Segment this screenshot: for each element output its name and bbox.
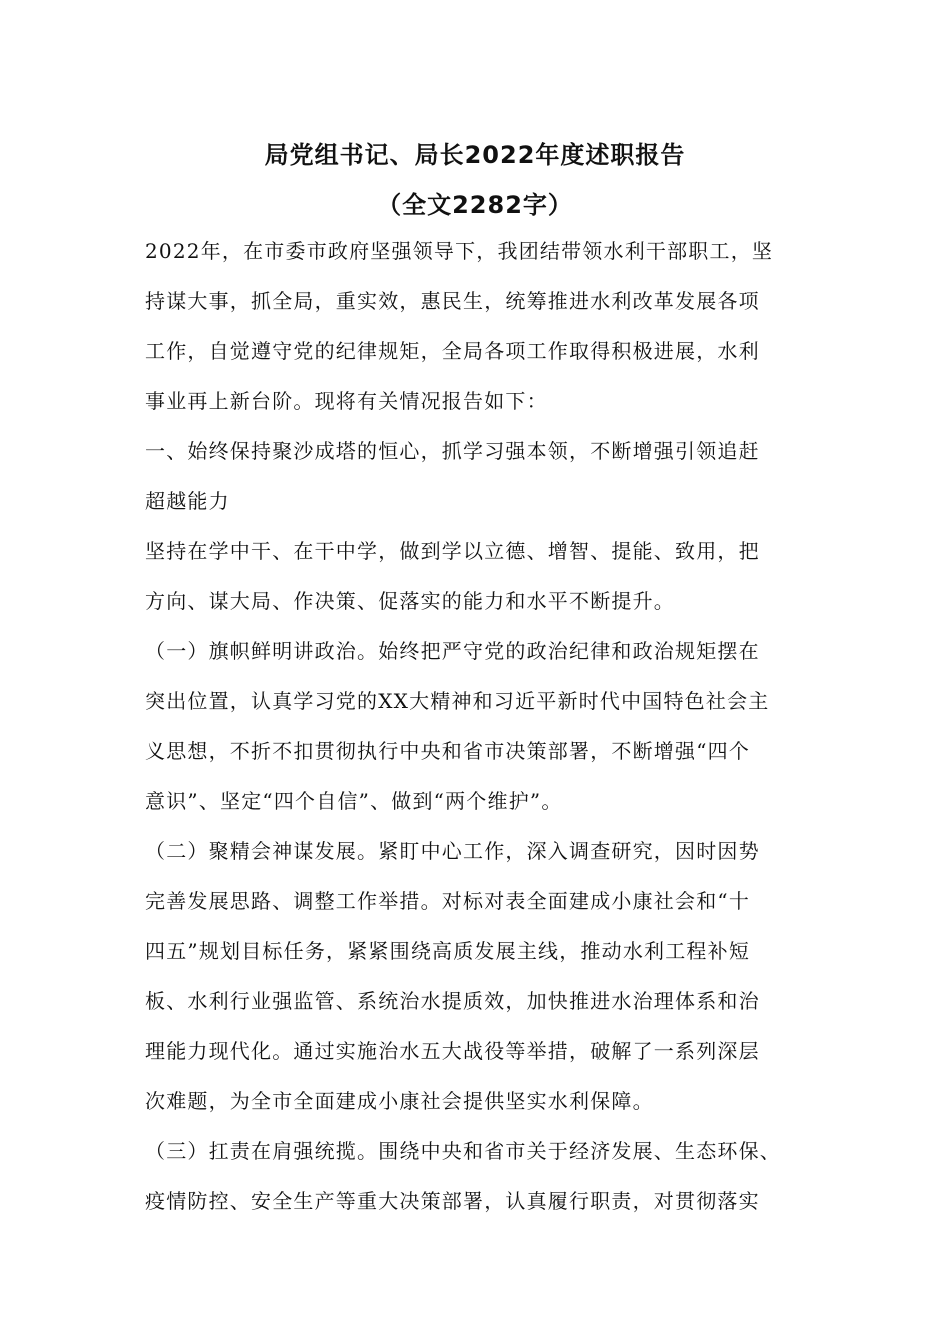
body-line: 四五”规划目标任务，紧紧围绕高质发展主线，推动水利工程补短 bbox=[145, 939, 751, 963]
section-heading-line: 超越能力 bbox=[145, 489, 230, 513]
body-line: （一）旗帜鲜明讲政治。始终把严守党的政治纪律和政治规矩摆在 bbox=[145, 639, 760, 663]
body-line: 工作，自觉遵守党的纪律规矩，全局各项工作取得积极进展，水利 bbox=[145, 339, 760, 363]
body-line: 方向、谋大局、作决策、促落实的能力和水平不断提升。 bbox=[145, 589, 675, 613]
body-line: 坚持在学中干、在干中学，做到学以立德、增智、提能、致用，把 bbox=[145, 539, 760, 563]
body-line: 完善发展思路、调整工作举措。对标对表全面建成小康社会和“十 bbox=[145, 889, 751, 913]
body-line: 义思想，不折不扣贯彻执行中央和省市决策部署，不断增强“四个 bbox=[145, 739, 751, 763]
document-title: 局党组书记、局长2022年度述职报告 bbox=[264, 141, 686, 169]
body-line: 疫情防控、安全生产等重大决策部署，认真履行职责，对贯彻落实 bbox=[145, 1189, 760, 1213]
body-line: 板、水利行业强监管、系统治水提质效，加快推进水治理体系和治 bbox=[145, 989, 760, 1013]
body-line: 次难题，为全市全面建成小康社会提供坚实水利保障。 bbox=[145, 1089, 654, 1113]
body-line: 事业再上新台阶。现将有关情况报告如下： bbox=[145, 389, 548, 413]
body-line: （三）扛责在肩强统揽。围绕中央和省市关于经济发展、生态环保、 bbox=[145, 1139, 781, 1163]
body-line: 2022年，在市委市政府坚强领导下，我团结带领水利干部职工，坚 bbox=[145, 239, 774, 263]
body-line: 突出位置，认真学习党的XX大精神和习近平新时代中国特色社会主 bbox=[145, 689, 770, 713]
document-body bbox=[145, 226, 835, 1226]
body-line: 理能力现代化。通过实施治水五大战役等举措，破解了一系列深层 bbox=[145, 1039, 760, 1063]
body-line: 持谋大事，抓全局，重实效，惠民生，统筹推进水利改革发展各项 bbox=[145, 289, 760, 313]
section-heading-line: 一、始终保持聚沙成塔的恒心，抓学习强本领，不断增强引领追赶 bbox=[145, 439, 760, 463]
body-line: 意识”、坚定“四个自信”、做到“两个维护”。 bbox=[145, 789, 563, 813]
body-line: （二）聚精会神谋发展。紧盯中心工作，深入调查研究，因时因势 bbox=[145, 839, 760, 863]
document-subtitle: （全文2282字） bbox=[377, 191, 573, 219]
